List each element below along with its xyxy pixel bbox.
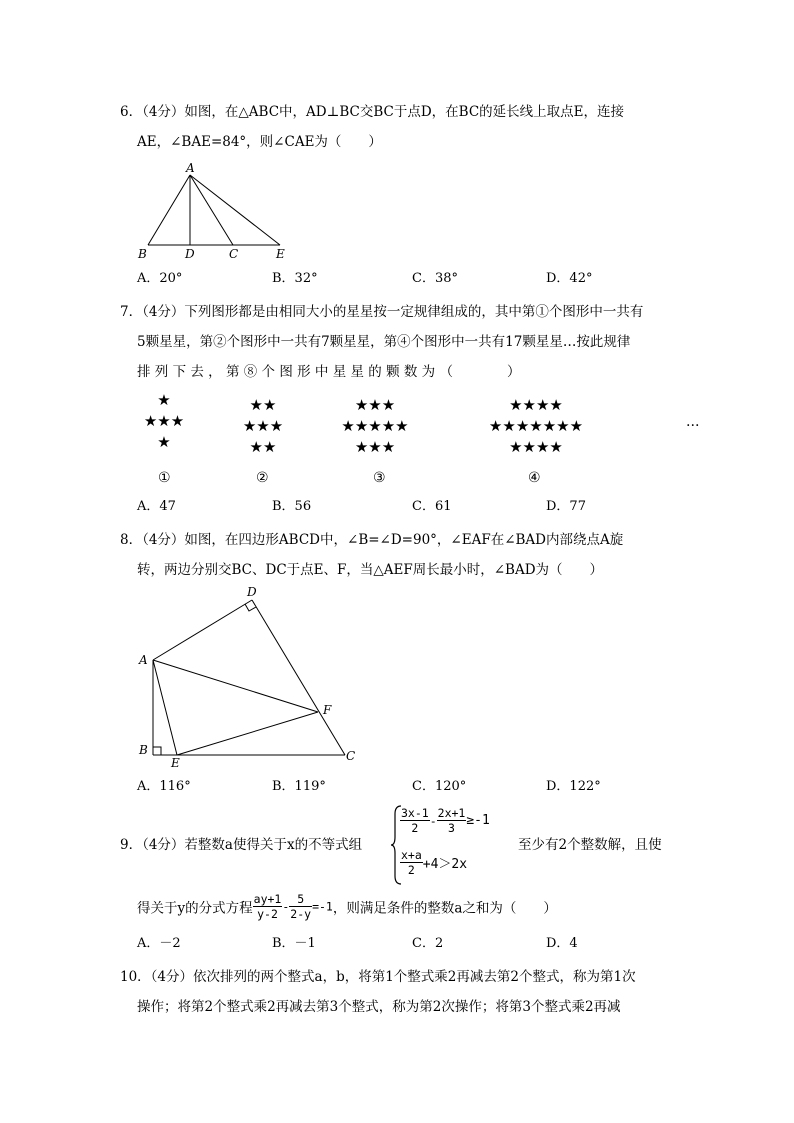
q7-figure-2 (230, 395, 296, 458)
q7-figure-1 (134, 390, 194, 453)
q9-line2-start: 得关于y的分式方程 (137, 900, 253, 917)
q9-line2-end: ，则满足条件的整数a之和为（ ） (332, 900, 557, 917)
fraction (400, 848, 423, 877)
fraction (400, 806, 430, 835)
q6-option-d: D．42° (546, 271, 593, 286)
denominator: y-2 (257, 907, 278, 921)
star-row: ★★ (249, 396, 277, 414)
q9-prefix: 9．（4分）若整数a使得关于x的不等式组 (120, 837, 363, 853)
numerator: 3x-1 (401, 806, 429, 820)
equation-rest: =-1 (312, 899, 333, 914)
q7-ellipsis: … (686, 414, 700, 430)
q6-option-b: B．32° (272, 271, 318, 286)
q8-label-a: A (139, 653, 148, 667)
fraction (437, 806, 467, 835)
q8-option-a: A．116° (137, 779, 191, 794)
q9-inequality-2 (400, 848, 467, 877)
q7-figure-4 (447, 395, 625, 458)
q8-quadrilateral-figure (130, 580, 370, 770)
q9-option-a: A．－2 (137, 936, 181, 951)
q9-line2 (137, 892, 557, 921)
denominator: 2 (411, 821, 419, 835)
q7-figure-2-label: ② (256, 470, 269, 486)
q8-label-d: D (247, 585, 257, 599)
q8-option-b: B．119° (272, 779, 326, 794)
star-row: ★★★★★★★ (488, 417, 584, 435)
q9-option-b: B．－1 (272, 936, 316, 951)
q7-line2: 5颗星星，第②个图形中一共有7颗星星，第④个图形中一共有17颗星星…按此规律 (137, 334, 631, 350)
star-row: ★ (157, 433, 171, 451)
q8-label-b: B (139, 743, 148, 757)
star-row: ★★★★ (509, 396, 563, 414)
numerator: 2x+1 (437, 806, 466, 820)
star-row: ★★ (249, 438, 277, 456)
q8-option-c: C．120° (412, 779, 467, 794)
q8-label-c: C (346, 749, 356, 763)
q7-figure-3-label: ③ (373, 470, 386, 486)
q7-line1: 7．（4分）下列图形都是由相同大小的星星按一定规律组成的，其中第①个图形中一共有 (120, 304, 644, 320)
q6-option-c: C．38° (412, 271, 458, 286)
q8-line1: 8．（4分）如图，在四边形ABCD中，∠B=∠D=90°，∠EAF在∠BAD内部绕点A旋 (120, 532, 624, 548)
denominator: 2 (407, 863, 415, 877)
star-row: ★★★ (143, 412, 185, 430)
q6-line2: AE，∠BAE=84°，则∠CAE为（ ） (137, 134, 382, 150)
star-row: ★★★★ (509, 438, 563, 456)
q7-option-d: D．77 (546, 499, 586, 514)
q9-inequality-1 (400, 806, 490, 835)
numerator: 5 (289, 892, 312, 907)
fraction (289, 892, 312, 921)
q7-figure-3 (325, 395, 425, 458)
q9-option-c: C．2 (412, 936, 444, 951)
q7-option-b: B．56 (272, 499, 312, 514)
q8-label-f: F (323, 703, 332, 717)
star-row: ★ (157, 391, 171, 409)
q8-option-d: D．122° (546, 779, 601, 794)
q6-label-d: D (185, 247, 195, 261)
fraction (253, 892, 283, 921)
q6-label-c: C (229, 247, 239, 261)
numerator: ay+1 (253, 892, 282, 906)
numerator: x+a (401, 848, 422, 862)
minus-sign: - (429, 814, 437, 828)
q8-line2: 转，两边分别交BC、DC于点E、F，当△AEF周长最小时，∠BAD为（ ） (137, 562, 604, 578)
q6-triangle-figure (130, 160, 300, 265)
q6-label-b: B (138, 247, 147, 261)
star-row: ★★★ (242, 417, 284, 435)
q6-label-e: E (276, 247, 285, 261)
relation: ≥-1 (466, 813, 490, 828)
expression-rest: +4＞2x (422, 857, 468, 872)
denominator: 2-y (290, 907, 312, 921)
q10-line2: 操作；将第2个整式乘2再减去第3个整式，称为第2次操作；将第3个整式乘2再减 (137, 999, 621, 1015)
star-row: ★★★ (354, 396, 396, 414)
q8-label-e: E (171, 756, 180, 770)
q9-suffix: 至少有2个整数解，且使 (518, 837, 662, 853)
denominator: 3 (448, 821, 455, 835)
q6-option-a: A．20° (137, 271, 183, 286)
q7-figure-1-label: ① (158, 470, 171, 486)
q6-label-a: A (186, 161, 195, 175)
q7-option-a: A．47 (137, 499, 176, 514)
q7-option-c: C．61 (412, 499, 452, 514)
q7-figure-4-label: ④ (528, 470, 541, 486)
star-row: ★★★★★ (341, 417, 409, 435)
q10-line1: 10．（4分）依次排列的两个整式a，b，将第1个整式乘2再减去第2个整式，称为第1次 (120, 969, 636, 985)
minus-sign: - (282, 899, 290, 914)
q9-option-d: D．4 (546, 936, 578, 951)
q7-line3: 排 列 下 去 ， 第 ⑧ 个 图 形 中 星 星 的 颗 数 为 （ ） (137, 364, 521, 380)
q6-line1: 6．（4分）如图，在△ABC中，AD⊥BC交BC于点D，在BC的延长线上取点E，连接 (120, 104, 625, 120)
star-row: ★★★ (354, 438, 396, 456)
